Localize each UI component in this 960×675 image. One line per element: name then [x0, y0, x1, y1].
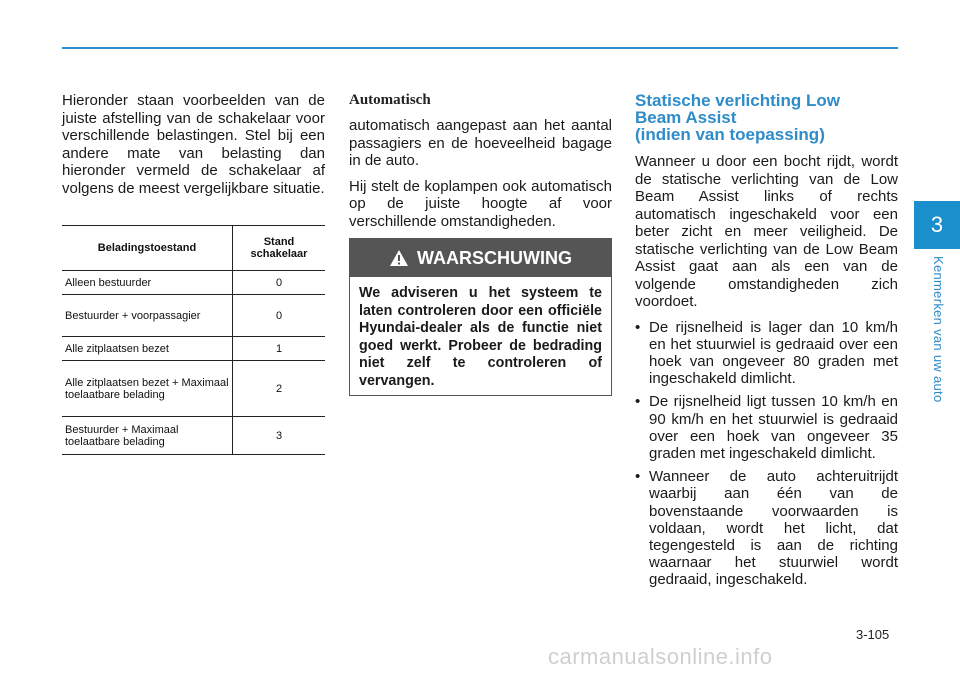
intro-text: Hieronder staan voorbeelden van de juiste afstelling van de schakelaar voor verschillende belastingen. Stel bij een andere mate van belasting dan hieronder vermeld de schakelaar af volgens de meest vergelijkbare situatie. — [62, 92, 325, 197]
column-3 — [635, 92, 898, 595]
heading-line-1: Statische verlichting Low — [635, 91, 840, 110]
table-row — [62, 295, 325, 337]
chapter-title: Kenmerken van uw auto — [931, 256, 946, 403]
table-header-switch: Stand schakelaar — [233, 226, 326, 271]
table-row — [62, 417, 325, 455]
list-item — [635, 319, 898, 388]
bullet-icon: • — [635, 468, 641, 486]
table-row — [62, 337, 325, 361]
chapter-number: 3 — [930, 212, 944, 237]
table-cell-load: Alle zitplaatsen bezet + Maximaal toelaatbare belading — [62, 361, 233, 417]
page-number: 3-105 — [856, 627, 890, 642]
automatic-para-2: Hij stelt de koplampen ook automatisch op de juiste hoogte af voor verschillende omstandigheden. — [349, 177, 612, 230]
heading-line-3: (indien van toepassing) — [635, 125, 825, 144]
column-2 — [349, 92, 612, 238]
table-cell-load: Alle zitplaatsen bezet — [62, 337, 233, 361]
heading-line-2: Beam Assist — [635, 108, 737, 127]
list-item — [635, 468, 898, 588]
load-table — [62, 225, 325, 455]
table-cell-switch: 2 — [233, 361, 326, 417]
table-cell-load: Bestuurder + voorpassagier — [62, 295, 233, 337]
table-header-load: Beladingstoestand — [62, 226, 233, 271]
table-cell-switch: 0 — [233, 271, 326, 295]
conditions-list — [635, 319, 898, 589]
list-item-text: De rijsnelheid ligt tussen 10 km/h en 90 km/h en het stuurwiel is gedraaid over een hoek van ongeveer 35 graden met ingeschakeld dimlicht. — [649, 393, 898, 462]
table-cell-load: Alleen bestuurder — [62, 271, 233, 295]
table-cell-switch: 1 — [233, 337, 326, 361]
static-lighting-intro: Wanneer u door een bocht rijdt, wordt de statische verlichting van de Low Beam Assist links of rechts automatisch ingeschakeld voor een beter zicht en meer veiligheid. De statische verlichting van de Low Beam Assist gaat aan als een van de volgende omstandigheden zich voordoet. — [635, 153, 898, 310]
table-header-row — [62, 226, 325, 271]
list-item-text: Wanneer de auto achteruitrijdt waarbij aan één van de bovenstaande voorwaarden is voldaan, wordt het licht, dat tegengesteld is aan de richting waarnaar het stuurwiel wordt gedraaid, ingeschakeld. — [649, 468, 898, 589]
table-cell-load: Bestuurder + Maximaal toelaatbare belading — [62, 417, 233, 455]
table-cell-switch: 3 — [233, 417, 326, 455]
bullet-icon: • — [635, 318, 641, 336]
warning-box — [349, 238, 612, 396]
list-item — [635, 393, 898, 462]
automatic-para-1: automatisch aangepast aan het aantal passagiers en de hoeveelheid bagage in de auto. — [349, 117, 612, 169]
warning-triangle-icon — [389, 249, 409, 267]
bullet-icon: • — [635, 393, 641, 411]
list-item-text: De rijsnelheid is lager dan 10 km/h en het stuurwiel is gedraaid over een hoek van ongeveer 80 graden met ingeschakeld dimlicht. — [649, 318, 898, 388]
section-heading-static-lighting — [635, 92, 898, 143]
table-cell-switch: 0 — [233, 295, 326, 337]
header-rule — [62, 47, 898, 49]
warning-header — [350, 239, 611, 277]
warning-body: We adviseren u het systeem te laten controleren door een officiële Hyundai-dealer als de functie niet goed werkt. Probeer de bedrading niet zelf te controleren of vervangen. — [359, 285, 602, 389]
table-row — [62, 361, 325, 417]
chapter-tab[interactable] — [914, 201, 960, 249]
warning-title: WAARSCHUWING — [417, 247, 572, 268]
column-1 — [62, 92, 325, 205]
section-heading-automatic: Automatisch — [349, 92, 431, 108]
table-row — [62, 271, 325, 295]
watermark: carmanualsonline.info — [548, 644, 773, 669]
